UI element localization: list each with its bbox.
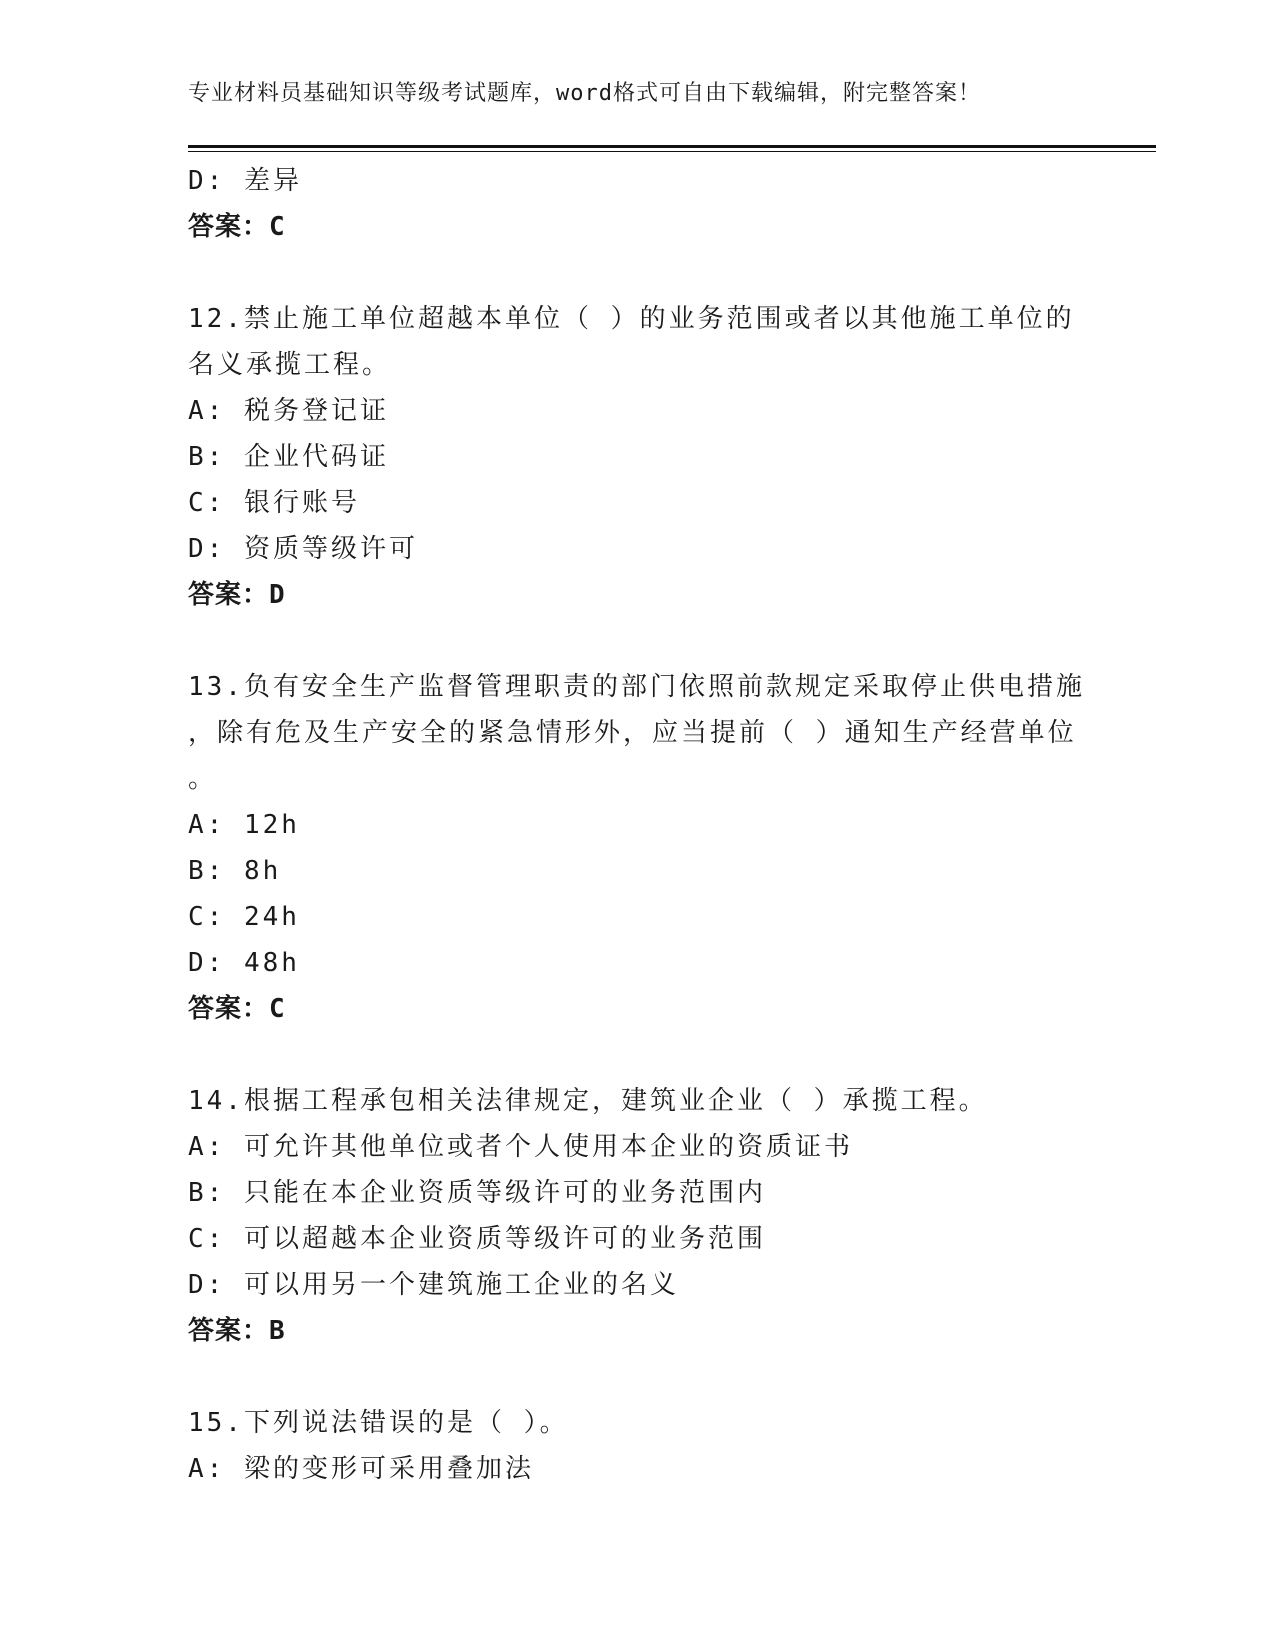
- question-stem-line: 12.禁止施工单位超越本单位（ ）的业务范围或者以其他施工单位的: [188, 304, 1075, 334]
- option-a: A: 可允许其他单位或者个人使用本企业的资质证书: [188, 1132, 853, 1162]
- option-a: A: 梁的变形可采用叠加法: [188, 1454, 534, 1484]
- answer-value: D: [269, 580, 286, 610]
- header-divider-thick: [188, 145, 1156, 148]
- option-d: D: 48h: [188, 948, 300, 978]
- answer-label: 答案：: [188, 212, 270, 242]
- answer-value: C: [269, 994, 286, 1024]
- option-b: B: 8h: [188, 856, 282, 886]
- question-14: [188, 1078, 1088, 1354]
- document-body: [188, 158, 1088, 1492]
- answer-line: [188, 572, 1088, 618]
- answer-line: [188, 204, 1088, 250]
- option-d: D: 资质等级许可: [188, 534, 418, 564]
- question-stem-line: ，除有危及生产安全的紧急情形外，应当提前（ ）通知生产经营单位: [188, 718, 1077, 748]
- answer-label: 答案：: [188, 580, 270, 610]
- option-c: C: 24h: [188, 902, 300, 932]
- page-header: 专业材料员基础知识等级考试题库，word格式可自由下载编辑，附完整答案！: [188, 81, 981, 106]
- question-stem-line: 。: [188, 764, 218, 794]
- option-c: C: 银行账号: [188, 488, 360, 518]
- question-11-tail: [188, 158, 1088, 250]
- question-stem-line: 13.负有安全生产监督管理职责的部门依照前款规定采取停止供电措施: [188, 672, 1085, 702]
- option-a: A: 12h: [188, 810, 300, 840]
- question-12: [188, 296, 1088, 618]
- header-divider-thin: [188, 151, 1156, 152]
- option-b: B: 企业代码证: [188, 442, 389, 472]
- answer-label: 答案：: [188, 1316, 270, 1346]
- option-b: B: 只能在本企业资质等级许可的业务范围内: [188, 1178, 766, 1208]
- question-15: [188, 1400, 1088, 1492]
- answer-label: 答案：: [188, 994, 270, 1024]
- answer-value: B: [269, 1316, 286, 1346]
- question-stem-line: 名义承揽工程。: [188, 350, 392, 380]
- option-d: D: 可以用另一个建筑施工企业的名义: [188, 1270, 679, 1300]
- question-stem-line: 14.根据工程承包相关法律规定，建筑业企业（ ）承揽工程。: [188, 1086, 988, 1116]
- option-a: A: 税务登记证: [188, 396, 389, 426]
- answer-line: [188, 1308, 1088, 1354]
- option-d: D: 差异: [188, 166, 302, 196]
- answer-line: [188, 986, 1088, 1032]
- option-c: C: 可以超越本企业资质等级许可的业务范围: [188, 1224, 766, 1254]
- question-13: [188, 664, 1088, 1032]
- question-stem-line: 15.下列说法错误的是（ ）。: [188, 1408, 569, 1438]
- answer-value: C: [269, 212, 286, 242]
